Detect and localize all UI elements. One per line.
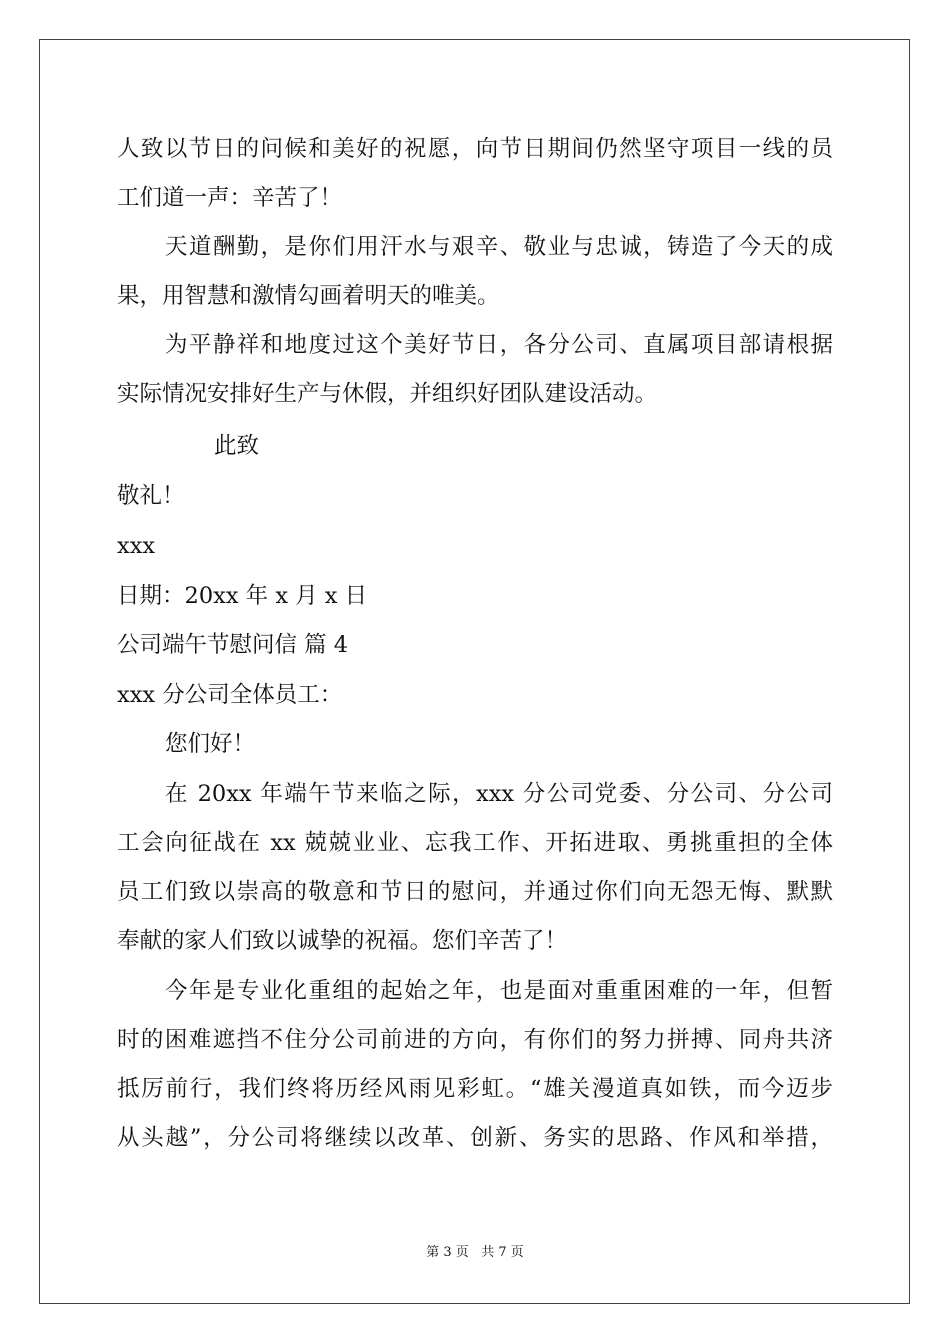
paragraph-line: 时的困难遮挡不住分公司前进的方向，有你们的努力拼搏、同舟共济 [117,1027,833,1053]
paragraph-line: 在 20xx 年端午节来临之际，xxx 分公司党委、分公司、分公司 [165,781,833,807]
paragraph-line: 果，用智慧和激情勾画着明天的唯美。 [117,283,500,309]
paragraph-line: 人致以节日的问候和美好的祝愿，向节日期间仍然坚守项目一线的员 [117,136,833,162]
paragraph-line: 实际情况安排好生产与休假，并组织好团队建设活动。 [117,381,658,407]
closing-regards: 敬礼！ [117,483,185,509]
date-line: 日期：20xx 年 x 月 x 日 [117,583,368,609]
signature-name: xxx [117,533,156,559]
paragraph-line: 工会向征战在 xx 兢兢业业、忘我工作、开拓进取、勇挑重担的全体 [117,830,833,856]
letter-recipient: xxx 分公司全体员工： [117,682,343,708]
page-number: 第 3 页 共 7 页 [426,1245,524,1260]
closing-salutation: 此致 [214,433,260,459]
paragraph-line: 为平静祥和地度过这个美好节日，各分公司、直属项目部请根据 [165,332,833,358]
paragraph-line: 从头越”，分公司将继续以改革、创新、务实的思路、作风和举措， [117,1125,833,1151]
paragraph-line: 抵厉前行，我们终将历经风雨见彩虹。“雄关漫道真如铁，而今迈步 [117,1076,833,1102]
letter-greeting: 您们好！ [165,731,256,757]
page-border [39,39,910,1304]
paragraph-line: 奉献的家人们致以诚挚的祝福。您们辛苦了！ [117,928,568,954]
section-title: 公司端午节慰问信 篇 4 [117,632,349,658]
paragraph-line: 天道酬勤，是你们用汗水与艰辛、敬业与忠诚，铸造了今天的成 [165,234,833,260]
paragraph-line: 工们道一声：辛苦了！ [117,185,343,211]
paragraph-line: 今年是专业化重组的起始之年，也是面对重重困难的一年，但暂 [165,978,833,1004]
paragraph-line: 员工们致以崇高的敬意和节日的慰问，并通过你们向无怨无悔、默默 [117,879,833,905]
